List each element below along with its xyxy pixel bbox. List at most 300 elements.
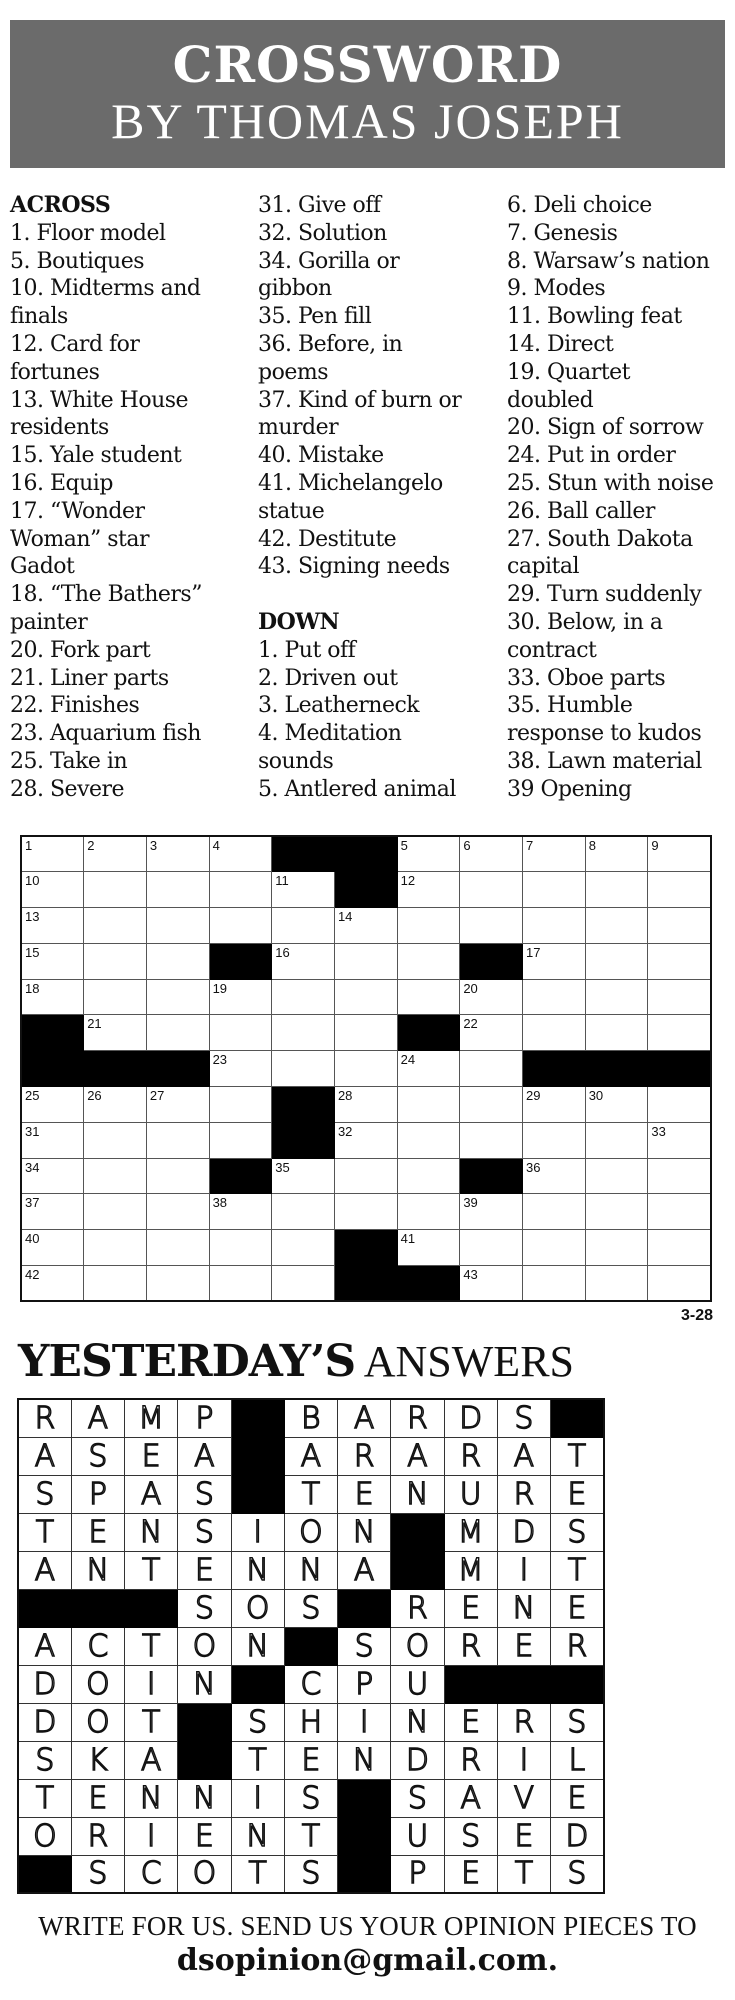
cell-number: 6 [463, 838, 471, 853]
black-square [209, 1158, 272, 1194]
cell-number: 29 [526, 1088, 541, 1104]
down-clue: 8. Warsaw’s nation [507, 248, 710, 274]
answer-cell: T [284, 1475, 337, 1513]
puzzle-cell[interactable] [334, 908, 397, 944]
puzzle-cell[interactable] [648, 1122, 711, 1158]
answer-cell: I [497, 1551, 550, 1589]
puzzle-cell[interactable] [648, 1194, 711, 1230]
answer-cell: R [444, 1741, 497, 1779]
puzzle-cell[interactable] [585, 1015, 648, 1051]
answer-cell: V [497, 1779, 550, 1817]
black-square [146, 1051, 209, 1087]
footer-email[interactable]: dsopinion@gmail.com. [176, 1942, 559, 1978]
down-clue: 35. Humble [507, 693, 633, 719]
puzzle-cell[interactable] [146, 979, 209, 1015]
across-clue: 25. Take in [10, 748, 128, 774]
black-square [21, 1051, 84, 1087]
puzzle-cell[interactable] [460, 1194, 523, 1230]
puzzle-cell[interactable] [460, 872, 523, 908]
answer-cell: N [178, 1779, 231, 1817]
answer-cell: A [338, 1551, 391, 1589]
puzzle-cell[interactable] [397, 979, 460, 1015]
puzzle-cell[interactable] [523, 1266, 586, 1302]
across-clue: poems [258, 359, 328, 385]
puzzle-cell[interactable] [585, 979, 648, 1015]
answer-cell: A [284, 1437, 337, 1475]
puzzle-cell[interactable] [397, 1087, 460, 1123]
across-clue: 5. Boutiques [10, 248, 145, 274]
answer-cell: U [391, 1817, 444, 1855]
answer-cell: O [71, 1703, 124, 1741]
puzzle-cell[interactable] [648, 943, 711, 979]
footer-text: WRITE FOR US. SEND US YOUR OPINION PIECES TO [38, 1911, 697, 1941]
puzzle-cell[interactable] [84, 1122, 147, 1158]
black-square [523, 1051, 586, 1087]
answer-cell: D [444, 1399, 497, 1437]
puzzle-cell[interactable] [146, 836, 209, 872]
black-square [397, 1266, 460, 1302]
puzzle-row [21, 1194, 711, 1230]
puzzle-cell[interactable] [209, 1194, 272, 1230]
black-square [18, 1855, 71, 1893]
puzzle-cell[interactable] [523, 1230, 586, 1266]
answer-cell: R [391, 1399, 444, 1437]
cell-number: 3 [149, 838, 158, 853]
puzzle-cell[interactable] [397, 1051, 460, 1087]
puzzle-cell[interactable] [21, 908, 84, 944]
answer-cell: I [497, 1741, 550, 1779]
puzzle-cell[interactable] [460, 908, 523, 944]
answer-cell: N [178, 1665, 231, 1703]
puzzle-cell[interactable] [272, 1158, 335, 1194]
answer-cell: S [444, 1817, 497, 1855]
down-clue: 29. Turn suddenly [507, 582, 702, 608]
cell-number: 22 [463, 1016, 478, 1032]
across-clue: 28. Severe [10, 776, 125, 802]
answer-cell: T [125, 1703, 178, 1741]
black-square [334, 836, 397, 872]
cell-number: 11 [275, 873, 289, 889]
puzzle-cell[interactable] [585, 1122, 648, 1158]
puzzle-cell[interactable] [21, 872, 84, 908]
puzzle-cell[interactable] [397, 943, 460, 979]
black-square [551, 1665, 604, 1703]
answers-grid [17, 1398, 605, 1894]
puzzle-cell[interactable] [146, 1158, 209, 1194]
puzzle-cell[interactable] [21, 1087, 84, 1123]
puzzle-cell[interactable] [648, 908, 711, 944]
answer-row [18, 1437, 604, 1475]
answer-cell: E [551, 1779, 604, 1817]
puzzle-cell[interactable] [397, 1194, 460, 1230]
down-clue: 14. Direct [507, 331, 614, 357]
answer-cell: S [391, 1779, 444, 1817]
puzzle-cell[interactable] [460, 1122, 523, 1158]
puzzle-cell[interactable] [209, 872, 272, 908]
across-clue: statue [258, 498, 325, 524]
page-header [10, 20, 725, 168]
cell-number: 30 [588, 1088, 604, 1104]
puzzle-cell[interactable] [523, 979, 586, 1015]
answer-cell: C [125, 1855, 178, 1893]
puzzle-cell[interactable] [146, 1087, 209, 1123]
puzzle-cell[interactable] [460, 1266, 523, 1302]
cell-number: 20 [463, 980, 478, 996]
black-square [125, 1589, 178, 1627]
across-clue: Woman” star [10, 526, 150, 552]
puzzle-cell[interactable] [84, 908, 147, 944]
puzzle-cell[interactable] [585, 908, 648, 944]
puzzle-cell[interactable] [21, 1194, 84, 1230]
black-square [397, 1015, 460, 1051]
cell-number: 15 [25, 944, 40, 960]
down-clue: 9. Modes [507, 276, 606, 302]
puzzle-row [21, 1015, 711, 1051]
puzzle-cell[interactable] [523, 1015, 586, 1051]
answer-cell: S [284, 1589, 337, 1627]
cell-number: 38 [212, 1195, 228, 1211]
black-square [334, 1266, 397, 1302]
puzzle-cell[interactable] [209, 1051, 272, 1087]
page-title: CROSSWORD [172, 35, 563, 94]
puzzle-cell[interactable] [84, 1015, 147, 1051]
puzzle-cell[interactable] [84, 1266, 147, 1302]
puzzle-cell[interactable] [146, 1122, 209, 1158]
black-square [178, 1703, 231, 1741]
puzzle-cell[interactable] [84, 836, 147, 872]
puzzle-cell[interactable] [21, 1266, 84, 1302]
answer-cell: O [71, 1665, 124, 1703]
puzzle-cell[interactable] [585, 1266, 648, 1302]
puzzle-row [21, 1051, 711, 1087]
puzzle-cell[interactable] [334, 1051, 397, 1087]
puzzle-cell[interactable] [209, 979, 272, 1015]
across-clue: 41. Michelangelo [258, 470, 443, 496]
puzzle-cell[interactable] [84, 979, 147, 1015]
puzzle-cell[interactable] [272, 1051, 335, 1087]
down-clue: 39 Opening [507, 776, 632, 802]
puzzle-cell[interactable] [21, 1158, 84, 1194]
cell-number: 2 [87, 838, 95, 853]
puzzle-cell[interactable] [523, 872, 586, 908]
cell-number: 33 [651, 1123, 666, 1139]
down-heading: DOWN [258, 608, 340, 635]
puzzle-cell[interactable] [21, 836, 84, 872]
puzzle-cell[interactable] [523, 836, 586, 872]
puzzle-cell[interactable] [523, 943, 586, 979]
answer-cell: U [444, 1475, 497, 1513]
puzzle-cell[interactable] [209, 1015, 272, 1051]
puzzle-cell[interactable] [209, 908, 272, 944]
puzzle-cell[interactable] [523, 1087, 586, 1123]
answer-cell: D [18, 1665, 71, 1703]
puzzle-cell[interactable] [209, 1087, 272, 1123]
puzzle-cell[interactable] [272, 1230, 335, 1266]
answer-cell: R [444, 1437, 497, 1475]
down-clue: 26. Ball caller [507, 498, 655, 524]
puzzle-cell[interactable] [523, 908, 586, 944]
answer-cell: N [391, 1475, 444, 1513]
puzzle-row [21, 836, 711, 872]
byline: BY THOMAS JOSEPH [111, 93, 624, 149]
puzzle-cell[interactable] [648, 872, 711, 908]
answer-cell: O [178, 1627, 231, 1665]
across-clue: 43. Signing needs [258, 554, 450, 580]
black-square [497, 1665, 550, 1703]
answer-cell: O [284, 1513, 337, 1551]
puzzle-cell[interactable] [585, 872, 648, 908]
puzzle-cell[interactable] [585, 1230, 648, 1266]
cell-number: 19 [212, 980, 228, 996]
cell-number: 32 [337, 1123, 353, 1139]
answer-cell: A [125, 1741, 178, 1779]
answer-cell: U [391, 1665, 444, 1703]
cell-number: 12 [400, 873, 416, 889]
answer-row [18, 1703, 604, 1741]
cell-number: 34 [25, 1159, 40, 1175]
puzzle-cell[interactable] [21, 943, 84, 979]
black-square [551, 1399, 604, 1437]
puzzle-cell[interactable] [146, 1230, 209, 1266]
puzzle-cell[interactable] [397, 1230, 460, 1266]
answer-cell: T [18, 1513, 71, 1551]
puzzle-cell[interactable] [648, 836, 711, 872]
black-square [460, 943, 523, 979]
puzzle-cell[interactable] [21, 1230, 84, 1266]
puzzle-cell[interactable] [334, 1158, 397, 1194]
puzzle-cell[interactable] [84, 872, 147, 908]
cell-number: 4 [212, 838, 220, 853]
answer-row [18, 1399, 604, 1437]
puzzle-cell[interactable] [146, 1194, 209, 1230]
answer-row [18, 1475, 604, 1513]
answer-cell: S [71, 1855, 124, 1893]
puzzle-cell[interactable] [397, 872, 460, 908]
answer-cell: S [338, 1627, 391, 1665]
answer-cell: S [178, 1475, 231, 1513]
puzzle-cell[interactable] [585, 1194, 648, 1230]
answer-row [18, 1513, 604, 1551]
answer-cell: A [444, 1779, 497, 1817]
puzzle-cell[interactable] [523, 1158, 586, 1194]
black-square [272, 1087, 335, 1123]
puzzle-cell[interactable] [84, 943, 147, 979]
puzzle-cell[interactable] [209, 836, 272, 872]
answer-cell: E [71, 1513, 124, 1551]
puzzle-cell[interactable] [84, 1194, 147, 1230]
answer-cell: A [71, 1399, 124, 1437]
puzzle-cell[interactable] [460, 1087, 523, 1123]
down-clue: 25. Stun with noise [507, 470, 714, 496]
puzzle-cell[interactable] [334, 1015, 397, 1051]
across-clue: 1. Floor model [10, 220, 166, 246]
cell-number: 1 [25, 838, 33, 853]
answer-cell: R [497, 1703, 550, 1741]
puzzle-cell[interactable] [397, 1122, 460, 1158]
down-clue: 24. Put in order [507, 443, 676, 469]
puzzle-cell[interactable] [84, 1230, 147, 1266]
puzzle-cell[interactable] [272, 1266, 335, 1302]
answer-cell: T [551, 1551, 604, 1589]
black-square [231, 1399, 284, 1437]
cell-number: 14 [337, 909, 353, 925]
puzzle-cell[interactable] [397, 908, 460, 944]
down-clue: doubled [507, 387, 594, 413]
puzzle-cell[interactable] [21, 1122, 84, 1158]
answer-row [18, 1855, 604, 1893]
black-square [231, 1437, 284, 1475]
across-clue: 22. Finishes [10, 693, 140, 719]
puzzle-cell[interactable] [146, 943, 209, 979]
answer-cell: A [18, 1551, 71, 1589]
across-clue: 21. Liner parts [10, 665, 169, 691]
answer-cell: E [338, 1475, 391, 1513]
black-square [460, 1158, 523, 1194]
puzzle-cell[interactable] [648, 1087, 711, 1123]
down-clue: 19. Quartet [507, 359, 631, 385]
puzzle-cell[interactable] [334, 1122, 397, 1158]
puzzle-cell[interactable] [585, 836, 648, 872]
black-square [391, 1513, 444, 1551]
answer-cell: N [284, 1551, 337, 1589]
down-clue: 38. Lawn material [507, 748, 702, 774]
answer-cell: N [497, 1589, 550, 1627]
cell-number: 36 [526, 1159, 541, 1175]
answer-cell: N [231, 1627, 284, 1665]
answer-cell: M [444, 1513, 497, 1551]
puzzle-cell[interactable] [523, 1194, 586, 1230]
clue-column-3 [507, 192, 735, 804]
puzzle-cell[interactable] [272, 943, 335, 979]
puzzle-cell[interactable] [209, 1266, 272, 1302]
puzzle-cell[interactable] [585, 1158, 648, 1194]
answer-cell: S [178, 1589, 231, 1627]
cell-number: 28 [337, 1088, 353, 1104]
answer-cell: L [551, 1741, 604, 1779]
answer-cell: T [284, 1817, 337, 1855]
across-clue: 12. Card for [10, 331, 140, 357]
down-clue: 2. Driven out [258, 665, 398, 691]
puzzle-cell[interactable] [209, 1122, 272, 1158]
puzzle-row [21, 979, 711, 1015]
answer-cell: N [125, 1513, 178, 1551]
answer-cell: T [231, 1855, 284, 1893]
puzzle-cell[interactable] [460, 1051, 523, 1087]
black-square [284, 1627, 337, 1665]
puzzle-cell[interactable] [272, 1194, 335, 1230]
puzzle-table [20, 835, 712, 1302]
answer-cell: O [178, 1855, 231, 1893]
puzzle-cell[interactable] [146, 872, 209, 908]
black-square [84, 1051, 147, 1087]
puzzle-cell[interactable] [272, 908, 335, 944]
cell-number: 8 [588, 838, 596, 853]
puzzle-cell[interactable] [84, 1087, 147, 1123]
answer-cell: S [551, 1855, 604, 1893]
answer-cell: R [338, 1437, 391, 1475]
puzzle-cell[interactable] [146, 1015, 209, 1051]
answer-cell: T [125, 1551, 178, 1589]
puzzle-cell[interactable] [648, 1266, 711, 1302]
answer-row [18, 1741, 604, 1779]
puzzle-cell[interactable] [397, 1158, 460, 1194]
answer-cell: S [18, 1741, 71, 1779]
puzzle-cell[interactable] [397, 836, 460, 872]
puzzle-cell[interactable] [334, 979, 397, 1015]
answer-cell: E [444, 1703, 497, 1741]
black-square [444, 1665, 497, 1703]
answer-cell: N [391, 1703, 444, 1741]
down-clue: sounds [258, 748, 334, 774]
answer-cell: E [71, 1779, 124, 1817]
answer-cell: E [178, 1551, 231, 1589]
down-clue: capital [507, 554, 580, 580]
answer-cell: D [497, 1513, 550, 1551]
puzzle-cell[interactable] [523, 1122, 586, 1158]
answer-cell: I [231, 1779, 284, 1817]
cell-number: 7 [526, 838, 534, 853]
puzzle-cell[interactable] [648, 1158, 711, 1194]
across-clue: 34. Gorilla or [258, 248, 400, 274]
puzzle-cell[interactable] [146, 908, 209, 944]
puzzle-cell[interactable] [272, 979, 335, 1015]
answer-cell: S [284, 1855, 337, 1893]
puzzle-cell[interactable] [334, 943, 397, 979]
answer-cell: N [231, 1817, 284, 1855]
puzzle-cell[interactable] [334, 1194, 397, 1230]
answer-cell: A [338, 1399, 391, 1437]
down-clue: 27. South Dakota [507, 526, 693, 552]
puzzle-row [21, 908, 711, 944]
answer-cell: T [125, 1627, 178, 1665]
puzzle-cell[interactable] [272, 872, 335, 908]
answer-cell: T [497, 1855, 550, 1893]
puzzle-grid [20, 835, 712, 1302]
cell-number: 27 [149, 1088, 165, 1104]
answer-cell: P [338, 1665, 391, 1703]
clue-column-2 [258, 192, 503, 804]
puzzle-cell[interactable] [84, 1158, 147, 1194]
puzzle-cell[interactable] [334, 1087, 397, 1123]
answer-cell: H [284, 1703, 337, 1741]
black-square [272, 1122, 335, 1158]
puzzle-cell[interactable] [648, 979, 711, 1015]
across-clue: finals [10, 304, 68, 330]
answer-cell: O [18, 1817, 71, 1855]
answer-cell: A [497, 1437, 550, 1475]
puzzle-cell[interactable] [460, 979, 523, 1015]
puzzle-cell[interactable] [460, 1015, 523, 1051]
answer-row [18, 1551, 604, 1589]
black-square [178, 1741, 231, 1779]
puzzle-cell[interactable] [460, 836, 523, 872]
across-clue: 40. Mistake [258, 443, 384, 469]
puzzle-cell[interactable] [209, 1230, 272, 1266]
puzzle-cell[interactable] [21, 979, 84, 1015]
black-square [71, 1589, 124, 1627]
down-clue: 5. Antlered animal [258, 776, 456, 802]
puzzle-cell[interactable] [648, 1015, 711, 1051]
puzzle-cell[interactable] [460, 1230, 523, 1266]
puzzle-cell[interactable] [585, 943, 648, 979]
puzzle-cell[interactable] [272, 1015, 335, 1051]
puzzle-cell[interactable] [648, 1230, 711, 1266]
across-clue: 13. White House [10, 387, 189, 413]
answer-cell: I [231, 1513, 284, 1551]
cell-number: 42 [25, 1267, 40, 1283]
puzzle-cell[interactable] [585, 1087, 648, 1123]
puzzle-cell[interactable] [146, 1266, 209, 1302]
